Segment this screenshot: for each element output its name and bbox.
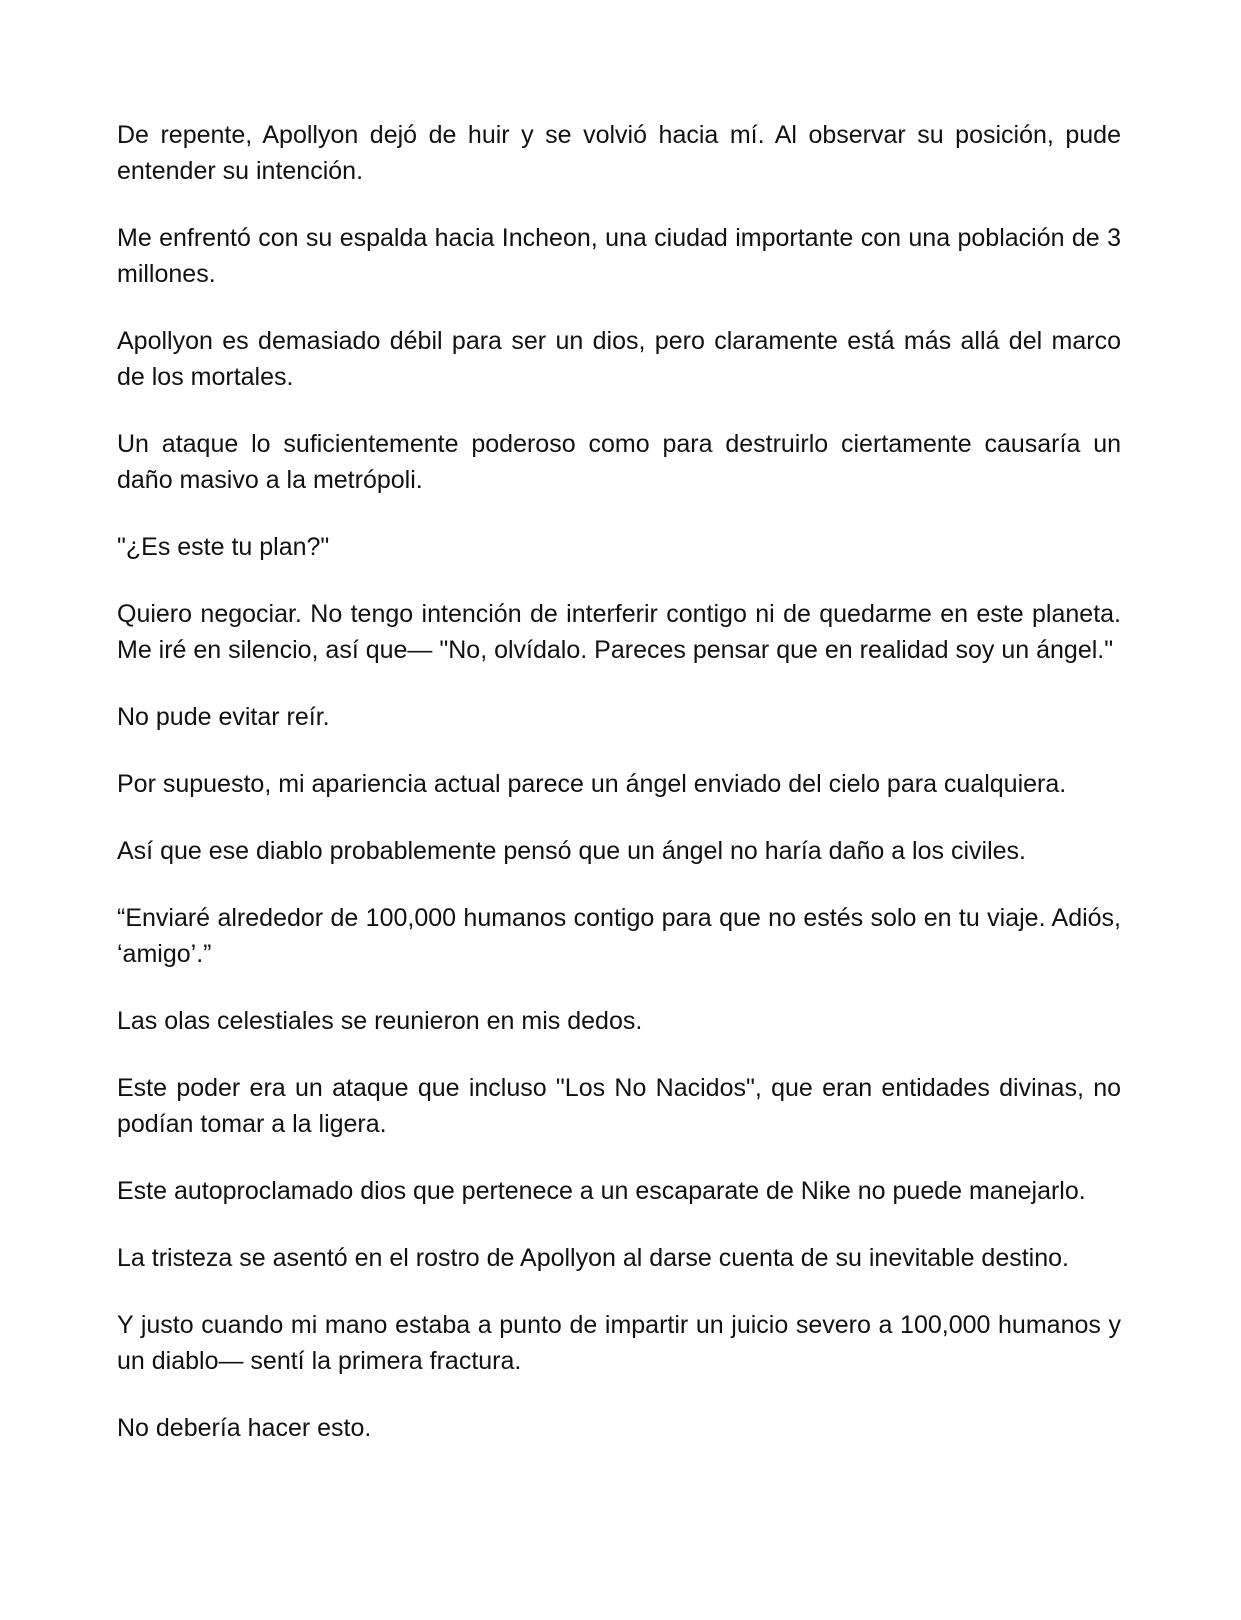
paragraph-13: Este autoproclamado dios que pertenece a un escaparate de Nike no puede manejarlo. (117, 1177, 1086, 1205)
paragraph-4: Un ataque lo suficientemente poderoso como para destruirlo ciertamente causaría un daño masivo a la metrópoli. (117, 430, 1121, 494)
paragraph-3: Apollyon es demasiado débil para ser un dios, pero claramente está más allá del marco de los mortales. (117, 327, 1121, 391)
paragraph-7: No pude evitar reír. (117, 703, 330, 731)
paragraph-2: Me enfrentó con su espalda hacia Incheon, una ciudad importante con una población de 3 millones. (117, 224, 1121, 288)
paragraph-10: “Enviaré alrededor de 100,000 humanos contigo para que no estés solo en tu viaje. Adiós, ‘amigo’.” (117, 904, 1121, 968)
paragraph-11: Las olas celestiales se reunieron en mis dedos. (117, 1007, 643, 1035)
paragraph-14: La tristeza se asentó en el rostro de Apollyon al darse cuenta de su inevitable destino. (117, 1244, 1069, 1272)
document-body (117, 117, 1121, 1477)
paragraph-12: Este poder era un ataque que incluso "Los No Nacidos", que eran entidades divinas, no podían tomar a la ligera. (117, 1074, 1121, 1138)
paragraph-6: Quiero negociar. No tengo intención de interferir contigo ni de quedarme en este planeta. Me iré en silencio, así que— "No, olvídalo. Pareces pensar que en realidad soy un ángel." (117, 600, 1121, 664)
paragraph-1: De repente, Apollyon dejó de huir y se volvió hacia mí. Al observar su posición, pude entender su intención. (117, 121, 1121, 185)
paragraph-9: Así que ese diablo probablemente pensó que un ángel no haría daño a los civiles. (117, 837, 1026, 865)
paragraph-5: "¿Es este tu plan?" (117, 533, 330, 561)
paragraph-15: Y justo cuando mi mano estaba a punto de impartir un juicio severo a 100,000 humanos y un diablo— sentí la primera fractura. (117, 1311, 1121, 1375)
paragraph-8: Por supuesto, mi apariencia actual parece un ángel enviado del cielo para cualquiera. (117, 770, 1067, 798)
paragraph-16: No debería hacer esto. (117, 1414, 372, 1442)
